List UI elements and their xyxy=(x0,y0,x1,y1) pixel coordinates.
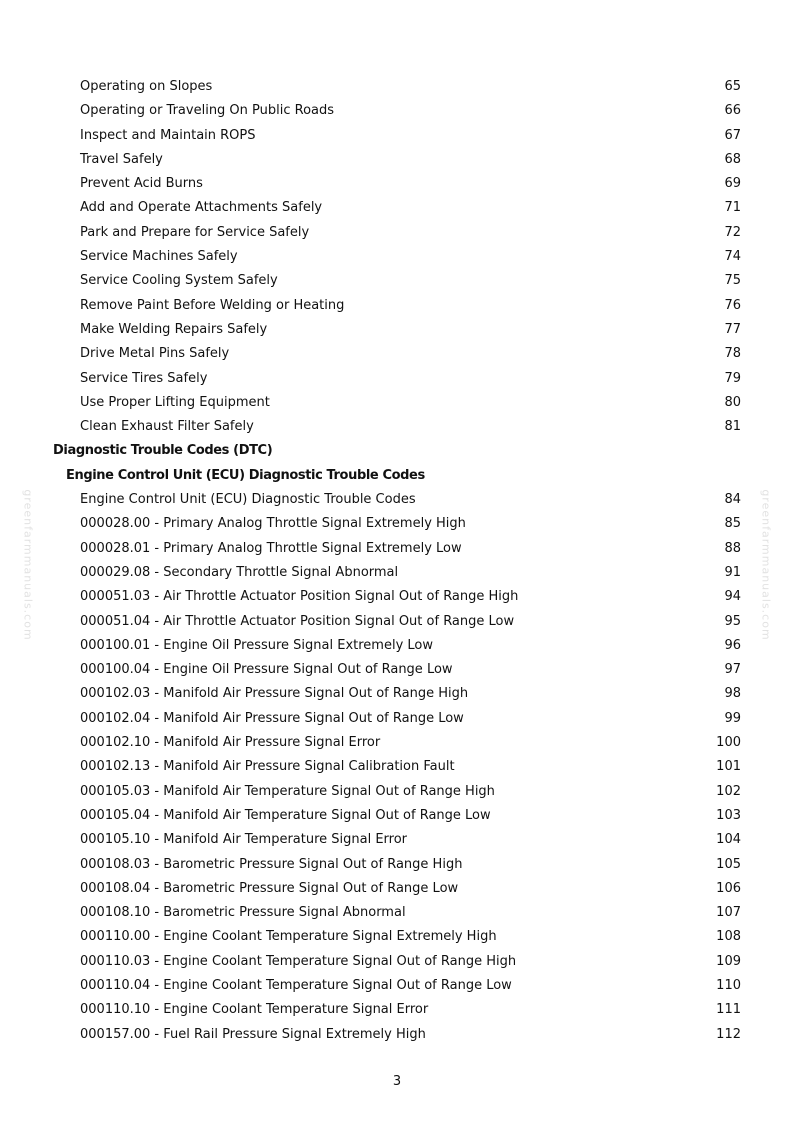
toc-entry[interactable] xyxy=(0,780,794,804)
toc-entry-title: Operating or Traveling On Public Roads xyxy=(80,103,335,119)
toc-entry-page-number: 65 xyxy=(724,79,741,94)
toc-entry-title: Inspect and Maintain ROPS xyxy=(80,127,256,143)
toc-entry[interactable] xyxy=(0,269,794,293)
toc-entry-title: 000051.04 - Air Throttle Actuator Position Signal Out of Range Low xyxy=(80,613,515,629)
toc-entry-page-number: 94 xyxy=(724,589,741,605)
toc-entry-page-number: 106 xyxy=(716,880,741,896)
toc-entry-page-number: 71 xyxy=(724,200,741,216)
toc-entry-page-number: 104 xyxy=(716,832,741,848)
toc-entry-page-number: 102 xyxy=(716,783,741,799)
toc-entry[interactable] xyxy=(0,561,794,585)
toc-entry-title: Make Welding Repairs Safely xyxy=(80,321,268,337)
toc-entry-page-number: 84 xyxy=(724,492,741,508)
toc-entry-title: Prevent Acid Burns xyxy=(80,176,203,192)
toc-entry[interactable] xyxy=(0,172,794,196)
toc-entry[interactable] xyxy=(0,804,794,828)
toc-entry-page-number: 101 xyxy=(716,759,741,775)
toc-entry[interactable] xyxy=(0,901,794,925)
table-of-contents xyxy=(0,75,794,1047)
toc-entry-title: 000100.01 - Engine Oil Pressure Signal Extremely Low xyxy=(80,637,433,653)
toc-entry-title: Travel Safely xyxy=(80,151,163,167)
toc-entry-page-number: 99 xyxy=(724,710,741,726)
toc-entry[interactable] xyxy=(0,537,794,561)
toc-entry[interactable] xyxy=(0,415,794,439)
toc-entry-title: 000028.00 - Primary Analog Throttle Signal Extremely High xyxy=(80,516,466,532)
toc-entry-page-number: 78 xyxy=(724,346,741,362)
toc-entry-page-number: 68 xyxy=(724,151,741,167)
toc-entry-title: 000102.10 - Manifold Air Pressure Signal Error xyxy=(80,735,381,751)
toc-entry[interactable] xyxy=(0,1023,794,1047)
toc-entry-page-number: 69 xyxy=(724,176,741,192)
toc-entry-page-number: 80 xyxy=(724,394,741,410)
toc-entry[interactable] xyxy=(0,294,794,318)
toc-entry-page-number: 110 xyxy=(716,977,741,993)
toc-entry-page-number: 66 xyxy=(724,103,741,119)
toc-entry-page-number: 105 xyxy=(716,856,741,872)
toc-entry-page-number: 75 xyxy=(724,273,741,289)
toc-entry[interactable] xyxy=(0,828,794,852)
toc-entry[interactable] xyxy=(0,245,794,269)
toc-entry-page-number: 111 xyxy=(716,1002,741,1018)
toc-entry-title: Service Cooling System Safely xyxy=(80,273,278,289)
toc-entry[interactable] xyxy=(0,853,794,877)
toc-entry-title: 000028.01 - Primary Analog Throttle Signal Extremely Low xyxy=(80,540,462,556)
toc-entry-title: 000110.10 - Engine Coolant Temperature Signal Error xyxy=(80,1002,429,1018)
toc-entry-title: Engine Control Unit (ECU) Diagnostic Trouble Codes xyxy=(80,492,416,508)
toc-entry-title: 000110.04 - Engine Coolant Temperature Signal Out of Range Low xyxy=(80,977,512,993)
toc-entry-title: Add and Operate Attachments Safely xyxy=(80,200,323,216)
toc-entry-title: Use Proper Lifting Equipment xyxy=(80,394,270,410)
toc-entry[interactable] xyxy=(0,488,794,512)
toc-entry[interactable] xyxy=(0,731,794,755)
page-number: 3 xyxy=(392,1074,402,1089)
toc-entry-page-number: 103 xyxy=(716,807,741,823)
toc-entry-page-number: 112 xyxy=(716,1026,741,1042)
toc-entry[interactable] xyxy=(0,148,794,172)
toc-entry[interactable] xyxy=(0,512,794,536)
toc-entry-page-number: 88 xyxy=(724,540,741,556)
watermark-right: greenfarmmanuals.com xyxy=(759,489,773,641)
toc-entry-page-number: 85 xyxy=(724,516,741,532)
toc-entry[interactable] xyxy=(0,391,794,415)
toc-entry-title: Clean Exhaust Filter Safely xyxy=(80,419,254,435)
toc-entry-title: 000100.04 - Engine Oil Pressure Signal Out of Range Low xyxy=(80,662,453,678)
toc-entry-title: 000102.03 - Manifold Air Pressure Signal Out of Range High xyxy=(80,686,469,702)
toc-entry[interactable] xyxy=(0,707,794,731)
toc-entry[interactable] xyxy=(0,658,794,682)
toc-entry-title: Drive Metal Pins Safely xyxy=(80,346,230,362)
toc-entry-title: Operating on Slopes xyxy=(80,79,213,94)
toc-entry-title: 000102.04 - Manifold Air Pressure Signal Out of Range Low xyxy=(80,710,464,726)
toc-entry-page-number: 76 xyxy=(724,297,741,313)
toc-entry[interactable] xyxy=(0,634,794,658)
toc-entry-title: Diagnostic Trouble Codes (DTC) xyxy=(53,443,273,459)
toc-entry[interactable] xyxy=(0,221,794,245)
toc-entry-title: 000108.04 - Barometric Pressure Signal Out of Range Low xyxy=(80,880,459,896)
toc-entry-title: 000157.00 - Fuel Rail Pressure Signal Extremely High xyxy=(80,1026,426,1042)
toc-entry[interactable] xyxy=(0,196,794,220)
toc-entry-title: 000110.00 - Engine Coolant Temperature Signal Extremely High xyxy=(80,929,497,945)
toc-entry-page-number: 98 xyxy=(724,686,741,702)
toc-entry-title: Park and Prepare for Service Safely xyxy=(80,224,310,240)
watermark-left: greenfarmmanuals.com xyxy=(21,489,35,641)
toc-entry-title: 000105.04 - Manifold Air Temperature Signal Out of Range Low xyxy=(80,807,491,823)
toc-entry-page-number: 100 xyxy=(716,735,741,751)
toc-entry[interactable] xyxy=(0,755,794,779)
toc-entry-title: 000029.08 - Secondary Throttle Signal Abnormal xyxy=(80,564,399,580)
toc-entry-title: 000105.10 - Manifold Air Temperature Signal Error xyxy=(80,832,408,848)
toc-entry[interactable] xyxy=(0,610,794,634)
toc-entry-page-number: 72 xyxy=(724,224,741,240)
toc-entry[interactable] xyxy=(0,877,794,901)
toc-entry-page-number: 79 xyxy=(724,370,741,386)
toc-entry-title: Engine Control Unit (ECU) Diagnostic Trouble Codes xyxy=(66,467,425,483)
toc-entry[interactable] xyxy=(0,124,794,148)
toc-entry[interactable] xyxy=(0,950,794,974)
toc-entry[interactable] xyxy=(0,682,794,706)
toc-entry-title: Service Machines Safely xyxy=(80,249,238,265)
toc-entry[interactable] xyxy=(0,318,794,342)
toc-entry-title: 000105.03 - Manifold Air Temperature Signal Out of Range High xyxy=(80,783,495,799)
toc-entry-page-number: 91 xyxy=(724,564,741,580)
toc-entry-page-number: 108 xyxy=(716,929,741,945)
toc-entry-title: 000051.03 - Air Throttle Actuator Position Signal Out of Range High xyxy=(80,589,519,605)
toc-entry-page-number: 81 xyxy=(724,419,741,435)
toc-entry-title: 000108.10 - Barometric Pressure Signal Abnormal xyxy=(80,905,406,921)
toc-entry-title: Remove Paint Before Welding or Heating xyxy=(80,297,345,313)
toc-entry-page-number: 77 xyxy=(724,321,741,337)
toc-entry-title: Service Tires Safely xyxy=(80,370,208,386)
toc-entry[interactable] xyxy=(0,974,794,998)
toc-entry-page-number: 95 xyxy=(724,613,741,629)
toc-entry[interactable] xyxy=(0,367,794,391)
toc-entry[interactable] xyxy=(0,585,794,609)
toc-entry-title: 000108.03 - Barometric Pressure Signal Out of Range High xyxy=(80,856,463,872)
toc-entry-page-number: 109 xyxy=(716,953,741,969)
toc-entry-page-number: 74 xyxy=(724,249,741,265)
toc-entry-page-number: 107 xyxy=(716,905,741,921)
toc-entry-page-number: 96 xyxy=(724,637,741,653)
toc-entry-page-number: 67 xyxy=(724,127,741,143)
toc-entry[interactable] xyxy=(0,75,794,99)
toc-section-heading[interactable] xyxy=(0,439,794,463)
toc-subsection-heading[interactable] xyxy=(0,464,794,488)
toc-entry-title: 000110.03 - Engine Coolant Temperature Signal Out of Range High xyxy=(80,953,517,969)
toc-entry[interactable] xyxy=(0,99,794,123)
toc-entry[interactable] xyxy=(0,342,794,366)
toc-entry[interactable] xyxy=(0,998,794,1022)
toc-entry-page-number: 97 xyxy=(724,662,741,678)
toc-entry[interactable] xyxy=(0,925,794,949)
toc-entry-title: 000102.13 - Manifold Air Pressure Signal Calibration Fault xyxy=(80,759,455,775)
